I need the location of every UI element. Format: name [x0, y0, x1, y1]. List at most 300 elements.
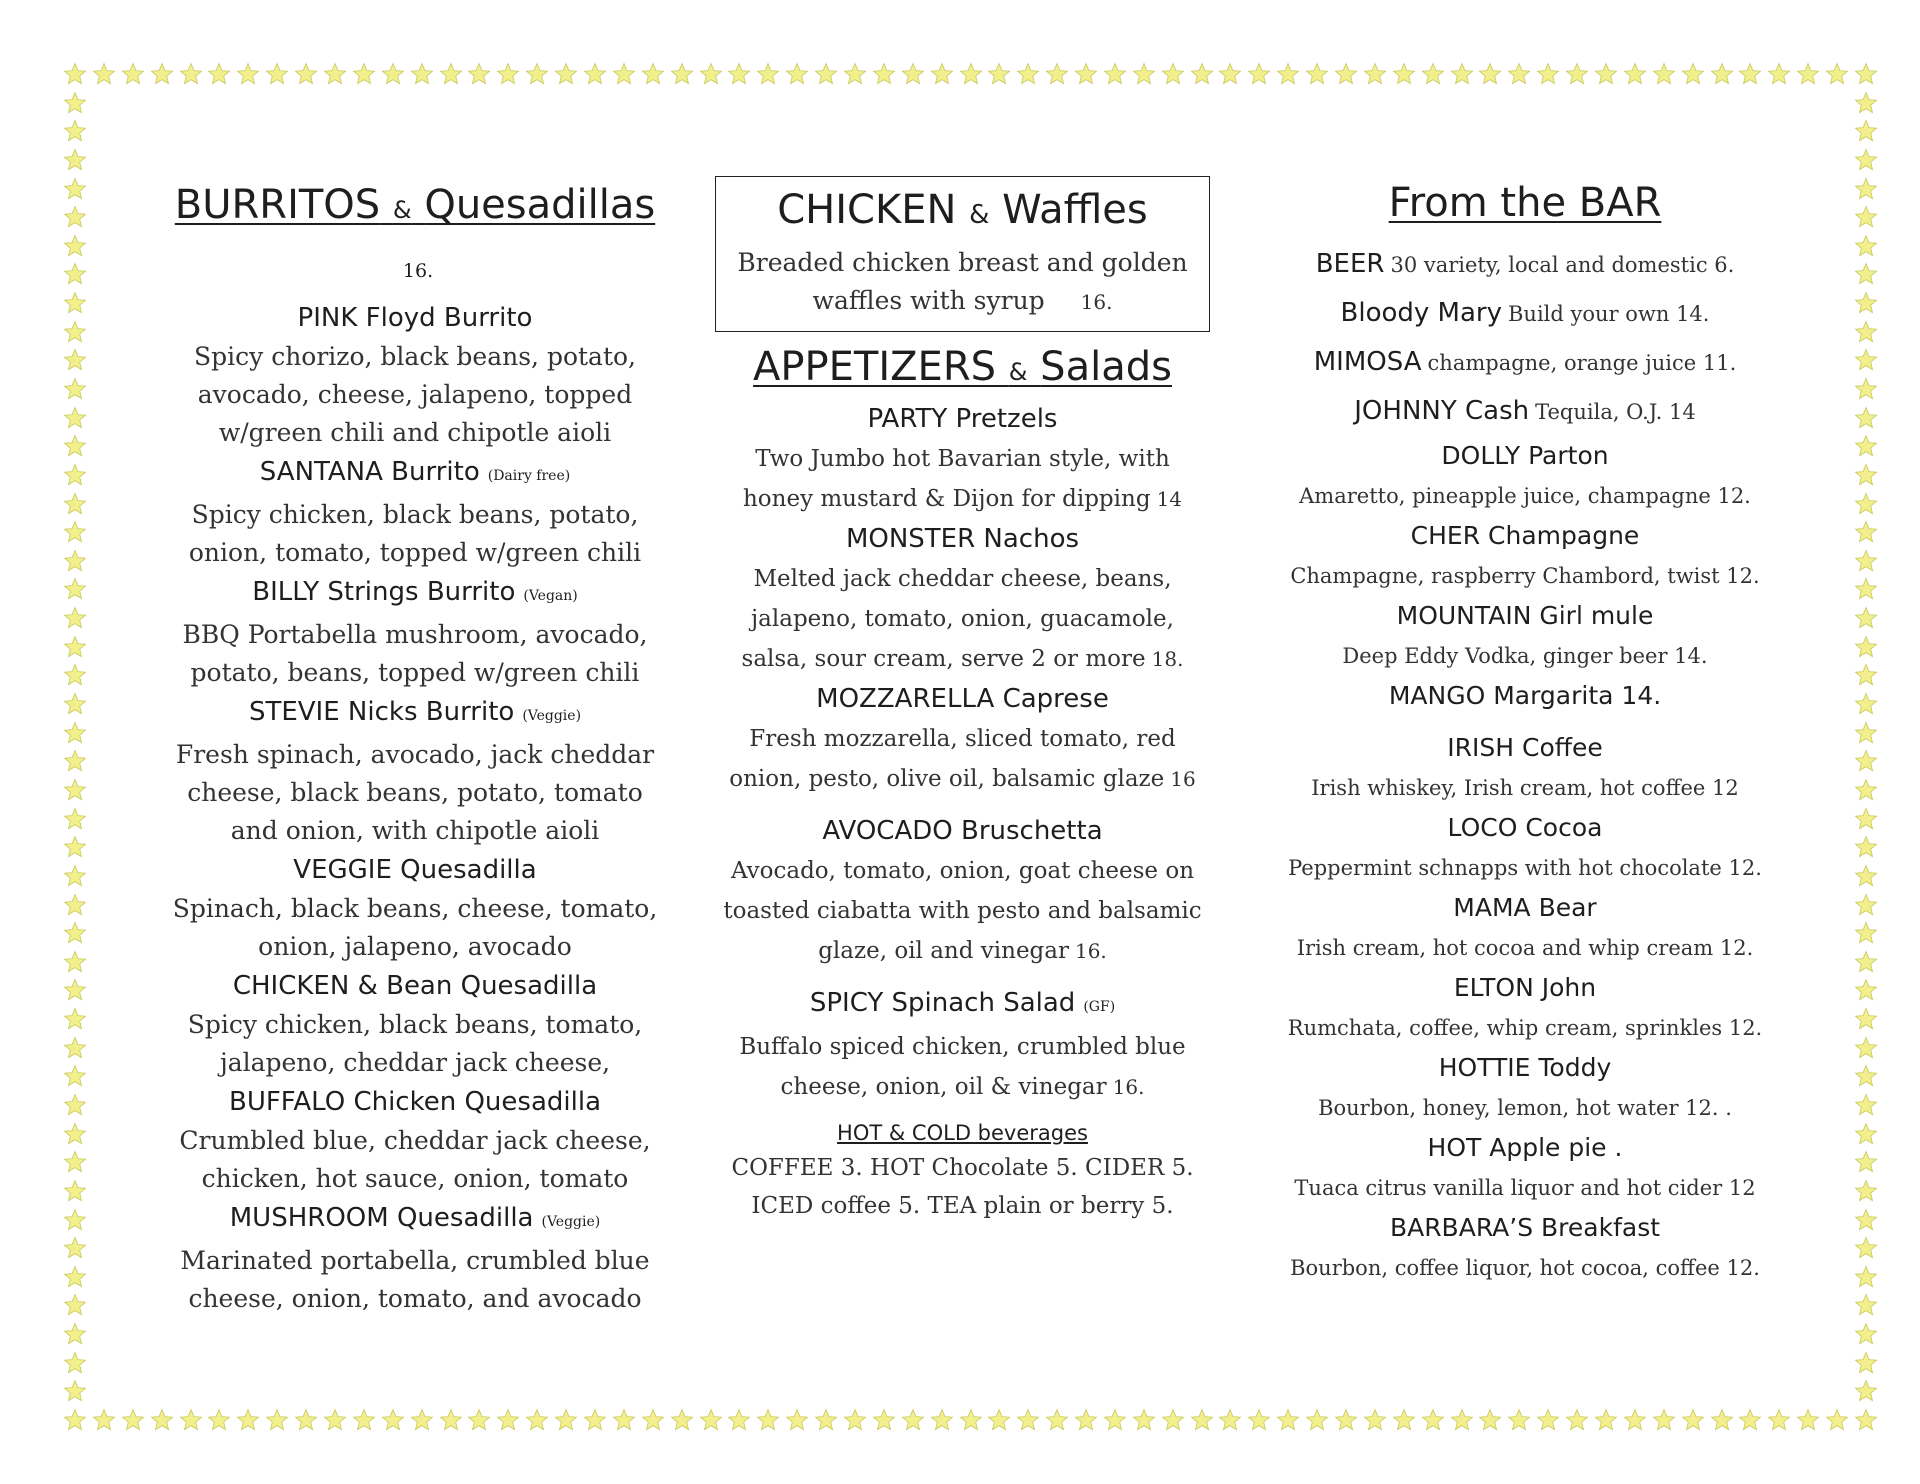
star-icon	[1854, 606, 1878, 630]
item-name	[715, 519, 1210, 559]
bar-item-desc: champagne, orange juice 11.	[1427, 351, 1737, 375]
star-icon	[1854, 1036, 1878, 1060]
bar-item-name: DOLLY Parton	[1441, 441, 1609, 470]
star-icon	[63, 549, 87, 573]
bar-item-desc: Tuaca citrus vanilla liquor and hot cider 12	[1294, 1176, 1756, 1200]
star-icon	[63, 749, 87, 773]
star-icon	[1738, 62, 1762, 86]
star-icon	[1854, 749, 1878, 773]
menu-item	[170, 1082, 660, 1198]
item-desc: and onion, with chipotle aioli	[230, 816, 600, 845]
star-icon	[63, 262, 87, 286]
bar-item-desc: Rumchata, coffee, whip cream, sprinkles 12.	[1287, 1016, 1763, 1040]
chicken-waffles-box	[715, 176, 1210, 332]
bar-item-desc: Champagne, raspberry Chambord, twist 12.	[1290, 564, 1760, 588]
star-icon	[467, 1408, 491, 1432]
bar-item-name: Bloody Mary	[1340, 298, 1502, 328]
star-icon	[63, 377, 87, 401]
star-icon	[1450, 62, 1474, 86]
star-icon	[1854, 921, 1878, 945]
star-icon	[901, 62, 925, 86]
star-icon	[641, 62, 665, 86]
item-name-text: PARTY Pretzels	[867, 404, 1058, 434]
item-price: 18.	[1151, 647, 1184, 671]
star-icon	[1854, 463, 1878, 487]
appetizers-list	[715, 399, 1210, 1107]
star-icon	[1305, 1408, 1329, 1432]
star-icon	[872, 62, 896, 86]
bar-item-desc: Bourbon, coffee liquor, hot cocoa, coffee 12.	[1290, 1256, 1760, 1280]
bar-item	[1275, 289, 1775, 338]
star-icon	[63, 1122, 87, 1146]
star-icon	[1854, 692, 1878, 716]
bar-item-desc: Bourbon, honey, lemon, hot water 12. .	[1318, 1096, 1732, 1120]
star-icon	[1854, 1408, 1878, 1432]
star-icon	[63, 778, 87, 802]
star-icon	[1854, 1351, 1878, 1375]
star-icon	[63, 320, 87, 344]
item-name	[170, 1082, 660, 1122]
bar-item	[1275, 968, 1775, 1048]
star-icon	[63, 577, 87, 601]
menu-item	[715, 399, 1210, 519]
item-desc	[715, 931, 1210, 971]
middle-column	[715, 176, 1210, 1225]
star-icon	[1854, 291, 1878, 315]
star-icon	[63, 835, 87, 859]
star-icon	[1016, 1408, 1040, 1432]
item-desc	[715, 639, 1210, 679]
item-desc: Fresh spinach, avocado, jack cheddar	[175, 740, 655, 769]
star-icon	[1854, 950, 1878, 974]
star-icon	[265, 1408, 289, 1432]
star-icon	[1854, 177, 1878, 201]
star-icon	[1854, 1265, 1878, 1289]
item-desc	[715, 1067, 1210, 1107]
star-icon	[1132, 1408, 1156, 1432]
bar-inline-list	[1275, 240, 1775, 436]
star-icon	[1334, 1408, 1358, 1432]
star-icon	[1334, 62, 1358, 86]
bar-item	[1275, 1208, 1775, 1288]
item-name	[170, 1198, 660, 1242]
star-icon	[439, 1408, 463, 1432]
bar-item-name: HOTTIE Toddy	[1438, 1053, 1612, 1082]
item-name-text: MOZZARELLA Caprese	[816, 684, 1109, 714]
item-desc: onion, jalapeno, avocado	[258, 932, 572, 961]
star-icon	[1247, 1408, 1271, 1432]
item-desc-text: toasted ciabatta with pesto and balsamic	[723, 898, 1202, 924]
star-icon	[63, 234, 87, 258]
star-icon	[1363, 1408, 1387, 1432]
star-icon	[1854, 1293, 1878, 1317]
star-icon	[1854, 549, 1878, 573]
item-desc-text: Melted jack cheddar cheese, beans,	[753, 566, 1172, 592]
item-desc: chicken, hot sauce, onion, tomato	[201, 1164, 629, 1193]
bar-item	[1275, 1048, 1775, 1128]
bar-item-desc: Peppermint schnapps with hot chocolate 12.	[1288, 856, 1762, 880]
chicken-waffles-desc-1: Breaded chicken breast and golden	[737, 248, 1188, 277]
star-icon	[63, 1379, 87, 1403]
star-icon	[727, 62, 751, 86]
star-icon	[525, 62, 549, 86]
star-icon	[92, 62, 116, 86]
item-desc-text: Buffalo spiced chicken, crumbled blue	[739, 1034, 1186, 1060]
star-icon	[179, 1408, 203, 1432]
bar-item-name: MOUNTAIN Girl mule	[1396, 601, 1654, 630]
bar-item-desc: Irish cream, hot cocoa and whip cream 12.	[1296, 936, 1754, 960]
star-icon	[1825, 62, 1849, 86]
star-icon	[670, 1408, 694, 1432]
star-icon	[207, 62, 231, 86]
star-icon	[959, 1408, 983, 1432]
star-icon	[1421, 62, 1445, 86]
bar-item	[1275, 240, 1775, 289]
star-icon	[496, 1408, 520, 1432]
star-icon	[1854, 663, 1878, 687]
item-name-text: SANTANA Burrito	[259, 457, 480, 487]
star-icon	[699, 62, 723, 86]
star-icon	[63, 520, 87, 544]
star-icon	[1392, 62, 1416, 86]
item-desc	[715, 759, 1210, 799]
star-icon	[785, 62, 809, 86]
star-icon	[236, 1408, 260, 1432]
burritos-list	[170, 298, 660, 1318]
star-icon	[1536, 1408, 1560, 1432]
beverages-line-1: COFFEE 3. HOT Chocolate 5. CIDER 5.	[731, 1155, 1194, 1181]
star-icon	[63, 950, 87, 974]
star-icon	[1681, 62, 1705, 86]
item-name	[715, 811, 1210, 851]
star-icon	[410, 1408, 434, 1432]
item-name-text: PINK Floyd Burrito	[297, 303, 533, 333]
menu-item	[170, 692, 660, 850]
star-icon	[1507, 1408, 1531, 1432]
item-desc-text: cheese, onion, oil & vinegar	[780, 1074, 1107, 1100]
item-desc	[715, 891, 1210, 931]
star-icon	[439, 62, 463, 86]
star-icon	[1045, 1408, 1069, 1432]
item-desc-text: glaze, oil and vinegar	[818, 938, 1069, 964]
bar-item	[1275, 338, 1775, 387]
star-icon	[756, 62, 780, 86]
star-icon	[352, 62, 376, 86]
star-icon	[814, 1408, 838, 1432]
star-icon	[641, 1408, 665, 1432]
bar-item	[1275, 728, 1775, 808]
bar-item-desc: Deep Eddy Vodka, ginger beer 14.	[1342, 644, 1708, 668]
star-icon	[121, 1408, 145, 1432]
star-icon	[1710, 1408, 1734, 1432]
item-name-text: SPICY Spinach Salad	[809, 988, 1076, 1018]
star-icon	[1161, 1408, 1185, 1432]
star-icon	[1565, 62, 1589, 86]
star-icon	[1854, 119, 1878, 143]
star-icon	[583, 1408, 607, 1432]
item-name	[170, 452, 660, 496]
star-icon	[1854, 262, 1878, 286]
star-icon	[63, 1150, 87, 1174]
star-icon	[1276, 62, 1300, 86]
star-icon	[1652, 62, 1676, 86]
item-desc	[715, 479, 1210, 519]
star-icon	[1045, 62, 1069, 86]
star-icon	[1594, 62, 1618, 86]
star-icon	[63, 1322, 87, 1346]
star-icon	[294, 1408, 318, 1432]
star-icon	[1854, 91, 1878, 115]
star-icon	[612, 1408, 636, 1432]
star-icon	[1218, 62, 1242, 86]
item-desc	[715, 1027, 1210, 1067]
menu-item	[170, 850, 660, 966]
star-icon	[63, 663, 87, 687]
burritos-section	[170, 178, 660, 1318]
star-icon	[236, 62, 260, 86]
star-icon	[785, 1408, 809, 1432]
item-desc-text: onion, pesto, olive oil, balsamic glaze	[729, 766, 1165, 792]
star-icon	[1132, 62, 1156, 86]
item-note: (Veggie)	[541, 1214, 601, 1230]
bar-item	[1275, 387, 1775, 436]
star-icon	[1247, 62, 1271, 86]
star-icon	[92, 1408, 116, 1432]
star-icon	[1681, 1408, 1705, 1432]
star-icon	[1276, 1408, 1300, 1432]
star-icon	[63, 1179, 87, 1203]
bar-item-name: IRISH Coffee	[1447, 733, 1603, 762]
item-desc-text: Two Jumbo hot Bavarian style, with	[755, 446, 1170, 472]
star-icon	[1854, 320, 1878, 344]
star-icon	[1710, 62, 1734, 86]
star-icon	[1854, 348, 1878, 372]
star-icon	[1854, 635, 1878, 659]
star-icon	[63, 119, 87, 143]
item-desc	[715, 599, 1210, 639]
star-icon	[63, 1408, 87, 1432]
star-icon	[1016, 62, 1040, 86]
menu-item	[170, 452, 660, 572]
star-icon	[207, 1408, 231, 1432]
star-icon	[843, 62, 867, 86]
star-icon	[1074, 1408, 1098, 1432]
item-name	[170, 850, 660, 890]
menu-item	[170, 298, 660, 452]
bar-item	[1275, 596, 1775, 676]
star-icon	[1190, 62, 1214, 86]
item-note: (Dairy free)	[487, 468, 571, 484]
star-icon	[63, 921, 87, 945]
bar-list	[1275, 436, 1775, 1288]
bar-item	[1275, 676, 1775, 716]
star-icon	[1854, 835, 1878, 859]
star-icon	[959, 62, 983, 86]
star-icon	[63, 434, 87, 458]
star-icon	[63, 492, 87, 516]
chicken-waffles-title: CHICKEN & Waffles	[777, 187, 1148, 233]
star-icon	[1738, 1408, 1762, 1432]
item-price: 16.	[1074, 939, 1107, 963]
bar-item-desc: Amaretto, pineapple juice, champagne 12.	[1299, 484, 1751, 508]
star-icon	[410, 62, 434, 86]
star-icon	[63, 1351, 87, 1375]
star-icon	[63, 1064, 87, 1088]
star-icon	[612, 62, 636, 86]
star-icon	[1854, 1208, 1878, 1232]
menu-item	[170, 572, 660, 692]
item-name-text: BUFFALO Chicken Quesadilla	[228, 1087, 601, 1117]
burritos-title: BURRITOS & Quesadillas16.	[170, 178, 660, 298]
item-desc: cheese, black beans, potato, tomato	[187, 778, 643, 807]
item-desc-text: Avocado, tomato, onion, goat cheese on	[730, 858, 1195, 884]
star-icon	[1103, 62, 1127, 86]
bar-section	[1275, 176, 1775, 1288]
item-desc	[715, 559, 1210, 599]
star-icon	[381, 62, 405, 86]
beverages-line-2: ICED coffee 5. TEA plain or berry 5.	[751, 1193, 1174, 1219]
item-price: 16.	[1112, 1075, 1145, 1099]
menu-item	[170, 966, 660, 1082]
bar-item-desc: Irish whiskey, Irish cream, hot coffee 12	[1311, 776, 1739, 800]
star-icon	[930, 62, 954, 86]
bar-item	[1275, 1128, 1775, 1208]
star-icon	[121, 62, 145, 86]
star-icon	[872, 1408, 896, 1432]
star-icon	[1421, 1408, 1445, 1432]
star-icon	[1450, 1408, 1474, 1432]
item-desc	[715, 719, 1210, 759]
star-icon	[496, 62, 520, 86]
item-name-text: BILLY Strings Burrito	[252, 577, 516, 607]
star-icon	[1854, 520, 1878, 544]
star-icon	[1767, 1408, 1791, 1432]
bar-item-name: CHER Champagne	[1410, 521, 1640, 550]
star-icon	[63, 1236, 87, 1260]
star-icon	[63, 692, 87, 716]
star-icon	[63, 1007, 87, 1031]
menu-item	[715, 811, 1210, 971]
bar-title: From the BAR	[1388, 180, 1662, 226]
star-icon	[1854, 234, 1878, 258]
item-desc: Spicy chorizo, black beans, potato,	[194, 342, 636, 371]
star-icon	[554, 1408, 578, 1432]
bar-item-name: HOT Apple pie .	[1427, 1133, 1623, 1162]
menu-item	[170, 1198, 660, 1318]
star-icon	[63, 91, 87, 115]
star-icon	[63, 406, 87, 430]
star-icon	[1652, 1408, 1676, 1432]
item-desc: avocado, cheese, jalapeno, topped	[197, 380, 633, 409]
star-icon	[814, 62, 838, 86]
star-icon	[554, 62, 578, 86]
star-icon	[1767, 62, 1791, 86]
star-icon	[63, 893, 87, 917]
star-icon	[930, 1408, 954, 1432]
star-icon	[901, 1408, 925, 1432]
star-icon	[1190, 1408, 1214, 1432]
item-desc: potato, beans, topped w/green chili	[190, 658, 640, 687]
item-name-text: MONSTER Nachos	[845, 524, 1080, 554]
star-icon	[1594, 1408, 1618, 1432]
star-icon	[63, 864, 87, 888]
item-name-text: AVOCADO Bruschetta	[822, 816, 1103, 846]
item-desc-text: jalapeno, tomato, onion, guacamole,	[751, 606, 1174, 632]
star-icon	[294, 62, 318, 86]
star-icon	[1854, 1007, 1878, 1031]
item-name-text: VEGGIE Quesadilla	[293, 855, 537, 885]
bar-item-name: MAMA Bear	[1453, 893, 1597, 922]
star-icon	[352, 1408, 376, 1432]
star-icon	[1363, 62, 1387, 86]
bar-item	[1275, 516, 1775, 596]
star-icon	[1854, 434, 1878, 458]
item-desc: cheese, onion, tomato, and avocado	[188, 1284, 642, 1313]
star-icon	[525, 1408, 549, 1432]
bar-item-name: BEER	[1315, 249, 1385, 279]
star-icon	[381, 1408, 405, 1432]
star-icon	[1478, 62, 1502, 86]
item-name	[715, 679, 1210, 719]
bar-item-name: BARBARA’S Breakfast	[1389, 1213, 1661, 1242]
star-icon	[1854, 205, 1878, 229]
item-desc: Crumbled blue, cheddar jack cheese,	[179, 1126, 651, 1155]
star-icon	[1854, 1379, 1878, 1403]
star-icon	[1854, 1122, 1878, 1146]
item-note: (Veggie)	[522, 708, 582, 724]
star-icon	[1854, 893, 1878, 917]
item-desc: onion, tomato, topped w/green chili	[188, 538, 642, 567]
item-price: 14	[1156, 487, 1183, 511]
star-icon	[63, 205, 87, 229]
star-icon	[1074, 62, 1098, 86]
bar-item	[1275, 888, 1775, 968]
item-desc-text: honey mustard & Dijon for dipping	[742, 486, 1151, 512]
star-icon	[1218, 1408, 1242, 1432]
star-icon	[1854, 1093, 1878, 1117]
item-note: (GF)	[1083, 999, 1116, 1015]
item-desc	[715, 851, 1210, 891]
item-desc: jalapeno, cheddar jack cheese,	[219, 1048, 611, 1077]
star-icon	[1392, 1408, 1416, 1432]
star-icon	[150, 62, 174, 86]
bar-item	[1275, 808, 1775, 888]
bar-item-desc: 30 variety, local and domestic 6.	[1390, 253, 1735, 277]
star-icon	[265, 62, 289, 86]
item-desc-text: Fresh mozzarella, sliced tomato, red	[749, 726, 1176, 752]
appetizers-title: APPETIZERS & Salads	[753, 344, 1172, 390]
item-price: 16	[1170, 767, 1196, 791]
star-icon	[1854, 778, 1878, 802]
star-icon	[583, 62, 607, 86]
star-icon	[1854, 577, 1878, 601]
star-icon	[1854, 1179, 1878, 1203]
star-icon	[63, 1265, 87, 1289]
item-desc: BBQ Portabella mushroom, avocado,	[182, 620, 648, 649]
star-icon	[63, 348, 87, 372]
bar-item-desc: Build your own 14.	[1508, 302, 1710, 326]
star-icon	[756, 1408, 780, 1432]
star-icon	[63, 291, 87, 315]
star-icon	[1854, 807, 1878, 831]
star-icon	[63, 1036, 87, 1060]
star-icon	[63, 1293, 87, 1317]
star-icon	[1854, 864, 1878, 888]
star-icon	[1623, 62, 1647, 86]
bar-item	[1275, 436, 1775, 516]
star-icon	[1854, 1150, 1878, 1174]
bar-item-name: LOCO Cocoa	[1447, 813, 1603, 842]
